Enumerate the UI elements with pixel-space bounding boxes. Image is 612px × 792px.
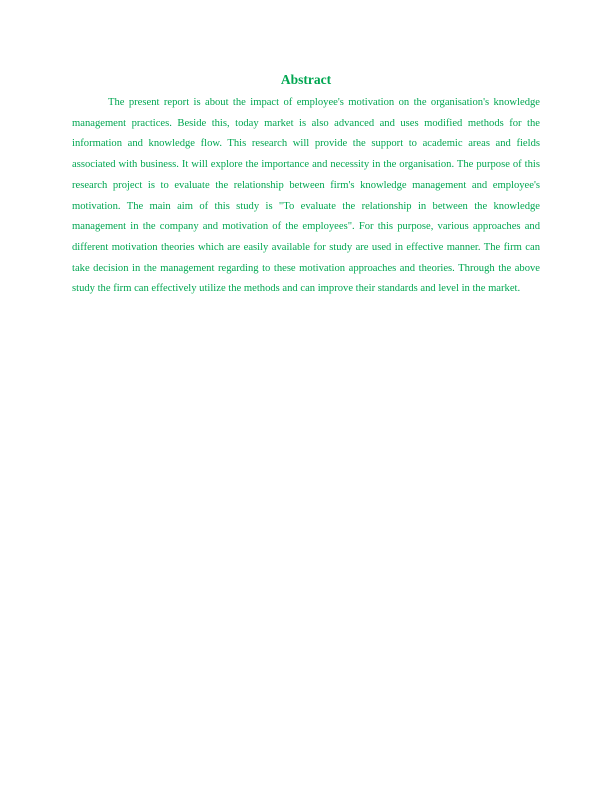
abstract-heading: Abstract [280, 72, 332, 87]
abstract-paragraph: The present report is about the impact of employee's motivation on the organisation's knowledge management practices. Beside this, today market is also advanced and uses modified methods for the information and knowledge flow. This research will provide the support to academic areas and fields associated with business. It will explore the importance and necessity in the organisation. The purpose of this research project is to evaluate the relationship between firm's knowledge management and employee's motivation. The main aim of this study is "To evaluate the relationship in between the knowledge management in the company and motivation of the employees". For this purpose, various approaches and different motivation theories which are easily available for study are used in effective manner. The firm can take decision in the management regarding to these motivation approaches and theories. Through the above study the firm can effectively utilize the methods and can improve their standards and level in the market. [72, 97, 540, 295]
